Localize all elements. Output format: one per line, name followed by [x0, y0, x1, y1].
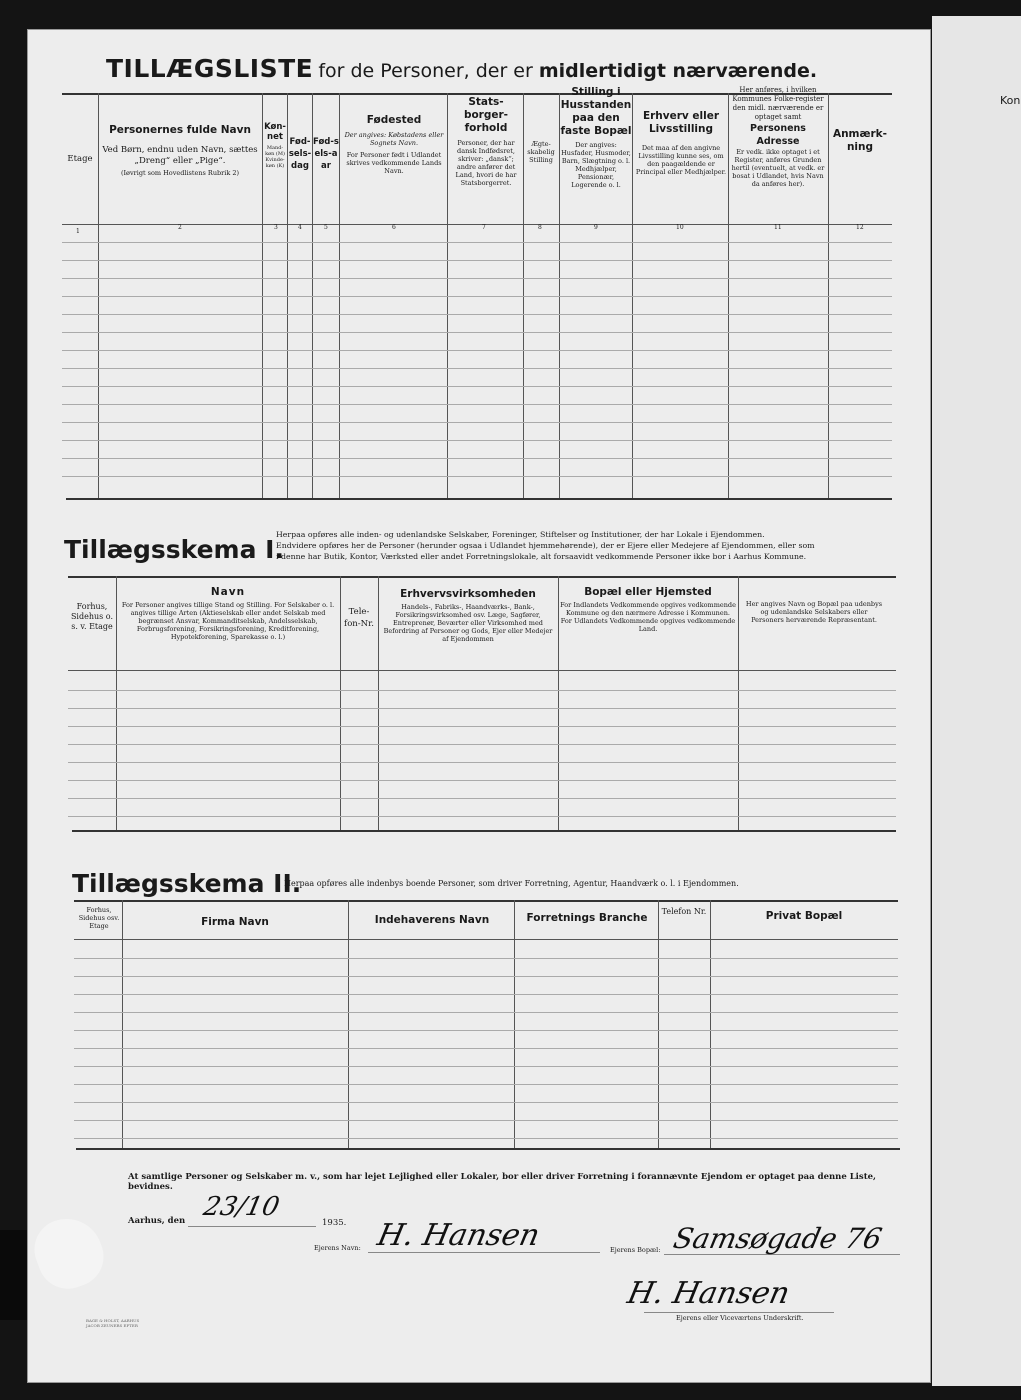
main-title	[106, 54, 926, 83]
schema1-table-row-line	[68, 726, 896, 727]
main-table-row-line	[62, 242, 892, 243]
schema1-col-navn: Navn For Personer angives tillige Stand og Stilling. For Selskaber o. l. angives tillige Arten (Aktieselskab eller andet Selskab med begrænset Ansvar, Kommanditselskab, Andelsselskab, Forbrugsforening, Forsikringsforening, Kreditforening, Hypotekforening, Sparekasse o. l.)	[121, 586, 335, 641]
colnum-7: 7	[482, 224, 486, 231]
schema1-table-row-line	[68, 762, 896, 763]
col-etage: Etage	[67, 154, 93, 164]
year: 1935.	[322, 1218, 347, 1228]
schema2-table-row-line	[74, 1066, 898, 1067]
schema1-title: Tillægsskema I.	[64, 535, 284, 564]
schema1-col-etage: Forhus, Sidehus o. s. v. Etage	[70, 602, 114, 631]
schema1-description: Herpaa opføres alle inden- og udenlandske Selskaber, Foreninger, Stiftelser og Institutioner, der har Lokale i Ejendommen. Endvidere opføres her de Personer (herunder ogsaa i Udlandet hjemmehørende), der er Ejere eller Medejere af Ejendommen, eller som i denne har Butik, Kontor, Værksted eller andet Forretningslokale, alt forsaavidt vedkommende Personer ikke bor i Aarhus Kommune.	[276, 530, 815, 561]
colnum-12: 12	[856, 224, 864, 231]
schema1-table-row-line	[68, 708, 896, 709]
owner-name-signature: H. Hansen	[374, 1218, 543, 1253]
main-title-rest-b: midlertidigt nærværende.	[538, 60, 818, 82]
schema2-table-row-line	[74, 1012, 898, 1013]
schema2-col-etage: Forhus, Sidehus osv. Etage	[78, 906, 120, 930]
schema2-table-row-line	[74, 1030, 898, 1031]
schema2-table-divider	[710, 900, 711, 1148]
schema1-table-row-line	[68, 798, 896, 799]
main-table-row-line	[62, 440, 892, 441]
owner-address-label: Ejerens Bopæl:	[610, 1246, 661, 1254]
main-table-row-line	[62, 386, 892, 387]
schema1-col-erhverv: Erhvervsvirksomheden Handels-, Fabriks-, Haandværks-, Bank-, Forsikringsvirksomhed osv. Læge, Sagfører, Entreprenør, Beværter eller Virksomhed med Befordring af Personer og Gods, Ejer eller Medejer af Ejendommen	[383, 588, 553, 643]
schema1-table-row-line	[68, 816, 896, 817]
schema2-col-indehaver: Indehaverens Navn	[374, 914, 490, 926]
schema2-table-divider	[122, 900, 123, 1148]
main-table-row-line	[62, 422, 892, 423]
main-table-row-line	[62, 476, 892, 477]
form-page	[28, 30, 930, 1382]
schema1-table-divider	[738, 576, 739, 830]
colnum-6: 6	[392, 224, 396, 231]
col-fodested: Fødested Der angives: Købstadens eller Sognets Navn. For Personer født i Udlandet skrives vedkommende Lands Navn.	[344, 114, 444, 175]
schema2-table-divider	[348, 900, 349, 1148]
schema2-table-row-line	[74, 1084, 898, 1085]
schema2-table-row-line	[74, 1102, 898, 1103]
col-adresse: Her anføres, i hvilken Kommunes Folke-register den midl. nærværende er optaget samt Personens Adresse Er vedk. ikke optaget i et Register, anføres Grunden hertil (eventuelt, at vedk. er bosat i Udlandet, hvis Navn da anføres her).	[731, 86, 825, 188]
schema2-table-row-line	[74, 1138, 898, 1139]
owner-address-handwritten: Samsøgade 76	[670, 1222, 885, 1255]
main-table-row-line	[62, 458, 892, 459]
colnum-2: 2	[178, 224, 182, 231]
schema2-table-row-line	[74, 976, 898, 977]
adjacent-page-text: Kon	[1000, 94, 1021, 107]
city-date-label: Aarhus, den	[128, 1216, 186, 1226]
schema2-table-divider	[514, 900, 515, 1148]
schema1-table-divider	[116, 576, 117, 830]
col-anmaerkning: Anmærk-ning	[832, 128, 888, 153]
schema2-col-firma: Firma Navn	[201, 916, 269, 928]
main-table-row-line	[62, 368, 892, 369]
schema2-table-row-line	[74, 1048, 898, 1049]
col-kon: Køn-net Mand-køn (M) Kvinde-køn (K)	[264, 122, 286, 169]
colnum-4: 4	[298, 224, 302, 231]
main-table-row-line	[62, 332, 892, 333]
signature-2: H. Hansen	[624, 1276, 793, 1311]
main-table-row-line	[62, 314, 892, 315]
col-navn: Personernes fulde Navn Ved Børn, endnu uden Navn, sættes „Dreng“ eller „Pige“. (Iøvrigt som Hovedlistens Rubrik 2)	[102, 124, 258, 177]
main-title-big: TILLÆGSLISTE	[106, 54, 314, 83]
col-fodselsaar: Fød-sels-aar	[313, 137, 339, 171]
colnum-3: 3	[274, 224, 278, 231]
schema2-col-branche: Forretnings Branche	[526, 912, 648, 924]
main-table-row-line	[62, 296, 892, 297]
schema2-col-bopael: Privat Bopæl	[765, 910, 843, 922]
main-table-row-line	[62, 404, 892, 405]
schema1-col-representant: Her angives Navn og Bopæl paa udenbys og udenlandske Selskabers eller Personers herværende Repræsentant.	[745, 600, 883, 624]
colnum-9: 9	[594, 224, 598, 231]
col-statsborger: Stats-borger-forhold Personer, der har dansk Indfødsret, skriver: „dansk“; andre anfører det Land, hvori de har Statsborgerret.	[455, 96, 517, 187]
schema1-table-row-line	[68, 690, 896, 691]
schema1-table-divider	[378, 576, 379, 830]
schema1-col-telefon: Tele-fon-Nr.	[344, 607, 374, 629]
col-aegteskabelig: Ægte-skabelig Stilling	[527, 140, 555, 164]
owner-name-label: Ejerens Navn:	[314, 1244, 361, 1252]
colnum-10: 10	[676, 224, 684, 231]
schema1-col-bopael: Bopæl eller Hjemsted For Indlandets Vedkommende opgives vedkommende Kommune og den nærmere Adresse i Kommunen. For Udlandets Vedkommende opgives vedkommende Land.	[560, 586, 736, 633]
main-title-rest-a: for de Personer, der er	[318, 60, 539, 82]
signature-label: Ejerens eller Viceværtens Underskrift.	[676, 1314, 804, 1322]
colnum-8: 8	[538, 224, 542, 231]
date-handwritten: 23/10	[200, 1192, 283, 1222]
schema2-table-divider	[658, 900, 659, 1148]
col-fodselsdag: Fød-sels-dag	[288, 137, 312, 171]
schema1-table-row-line	[68, 744, 896, 745]
schema1-table-row-line	[68, 780, 896, 781]
colnum-11: 11	[774, 224, 782, 231]
main-table-row-line	[62, 350, 892, 351]
main-table-row-line	[62, 278, 892, 279]
schema2-table-row-line	[74, 994, 898, 995]
colnum-5: 5	[324, 224, 328, 231]
schema2-title: Tillægsskema II.	[72, 869, 302, 898]
schema2-col-telefon: Telefon Nr.	[661, 907, 707, 916]
schema2-table-row-line	[74, 1120, 898, 1121]
attestation-statement: At samtlige Personer og Selskaber m. v., som har lejet Lejlighed eller Lokaler, bor eller driver Forretning i forannævnte Ejendom er optaget paa denne Liste, bevidnes.	[128, 1172, 876, 1192]
schema1-table-divider	[558, 576, 559, 830]
main-table-row-line	[62, 260, 892, 261]
printer-mark: BAGE & HOLST, AARHUS JACOB ZEUNERS EFTER	[86, 1318, 140, 1328]
col-erhverv: Erhverv eller Livsstilling Det maa af den angivne Livsstilling kunne ses, om den paagældende er Principal eller Medhjælper.	[635, 110, 727, 176]
col-stilling: Stilling i Husstanden paa den faste Bopæl Der angives: Husfader, Husmoder, Barn, Slægtning o. l. Medhjælper, Pensionær, Logerende o. l.	[560, 86, 632, 189]
schema1-table-divider	[340, 576, 341, 830]
adjacent-page	[932, 16, 1021, 1386]
schema2-table-row-line	[74, 958, 898, 959]
colnum-1: 1	[76, 228, 80, 235]
schema2-description: Herpaa opføres alle indenbys boende Personer, som driver Forretning, Agentur, Haandværk o. l. i Ejendommen.	[284, 879, 739, 888]
